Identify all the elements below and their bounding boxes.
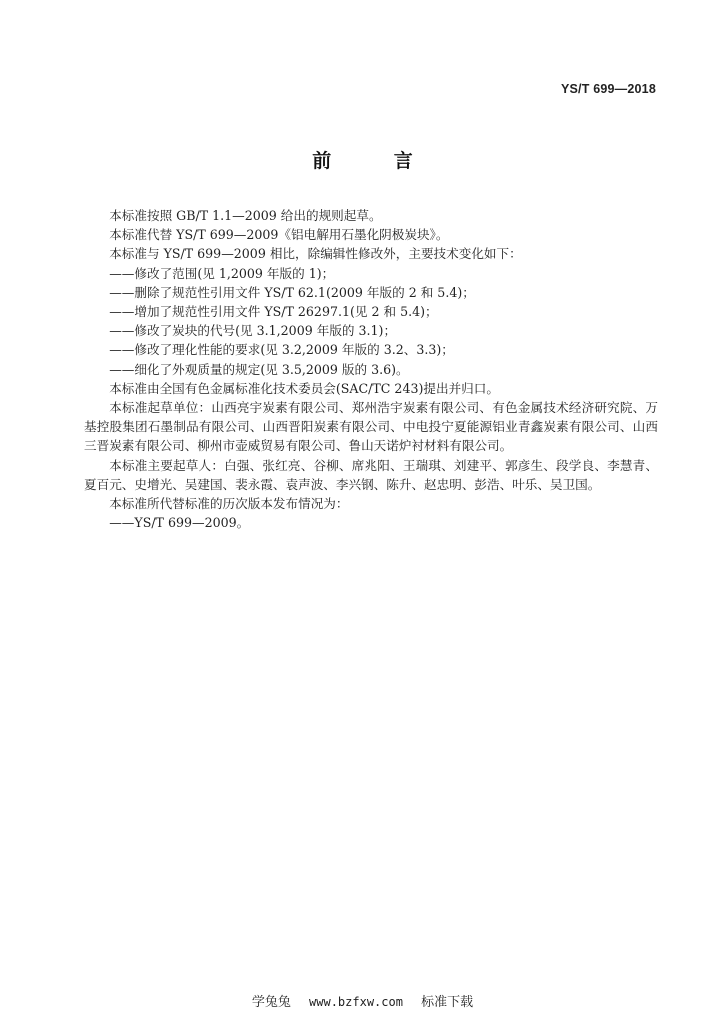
paragraph-replaces: 本标准代替 YS/T 699—2009《铝电解用石墨化阴极炭块》。 (109, 227, 449, 243)
history-item: ——YS/T 699—2009。 (109, 515, 250, 531)
standard-code: YS/T 699—2018 (560, 82, 656, 96)
paragraph-drafters: 本标准主要起草人：白强、张红亮、谷柳、席兆阳、王瑞琪、刘建平、郭彦生、段学良、李慧青、夏百元、史增光、吴建国、裴永霞、袁声波、李兴钢、陈升、赵忠明、彭浩、叶乐、吴卫国。 (84, 457, 658, 492)
paragraph-drafting-rules: 本标准按照 GB/T 1.1—2009 给出的规则起草。 (109, 208, 382, 223)
footer-url[interactable]: www.bzfxw.com (309, 995, 403, 1009)
paragraph-history-intro: 本标准所代替标准的历次版本发布情况为： (109, 496, 349, 512)
change-item: ——修改了理化性能的要求(见 3.2,2009 年版的 3.2、3.3)； (109, 342, 454, 358)
paragraph-proposed-by: 本标准由全国有色金属标准化技术委员会(SAC/TC 243)提出并归口。 (109, 380, 499, 396)
footer-label: 标准下载 (421, 995, 474, 1010)
paragraph-changes-intro: 本标准与 YS/T 699—2009 相比，除编辑性修改外，主要技术变化如下： (109, 246, 522, 262)
change-item: ——增加了规范性引用文件 YS/T 26297.1(见 2 和 5.4)； (109, 304, 438, 320)
page-title: 前 言 (312, 150, 441, 172)
footer-site-name: 学兔兔 (251, 995, 291, 1010)
paragraph-drafting-units: 本标准起草单位：山西亮宇炭素有限公司、郑州浩宇炭素有限公司、有色金属技术经济研究院、万基控股集团石墨制品有限公司、山西晋阳炭素有限公司、中电投宁夏能源铝业青鑫炭素有限公司、山西三晋炭素有限公司、柳州市壶威贸易有限公司、鲁山天诺炉衬材料有限公司。 (84, 400, 658, 454)
footer-watermark (0, 991, 725, 1010)
change-item: ——修改了炭块的代号(见 3.1,2009 年版的 3.1)； (109, 323, 397, 339)
change-item: ——修改了范围(见 1,2009 年版的 1)； (109, 265, 335, 281)
change-item: ——删除了规范性引用文件 YS/T 62.1(2009 年版的 2 和 5.4)； (109, 284, 475, 300)
foreword-body (84, 206, 658, 532)
change-item: ——细化了外观质量的规定(见 3.5,2009 版的 3.6)。 (109, 361, 409, 377)
